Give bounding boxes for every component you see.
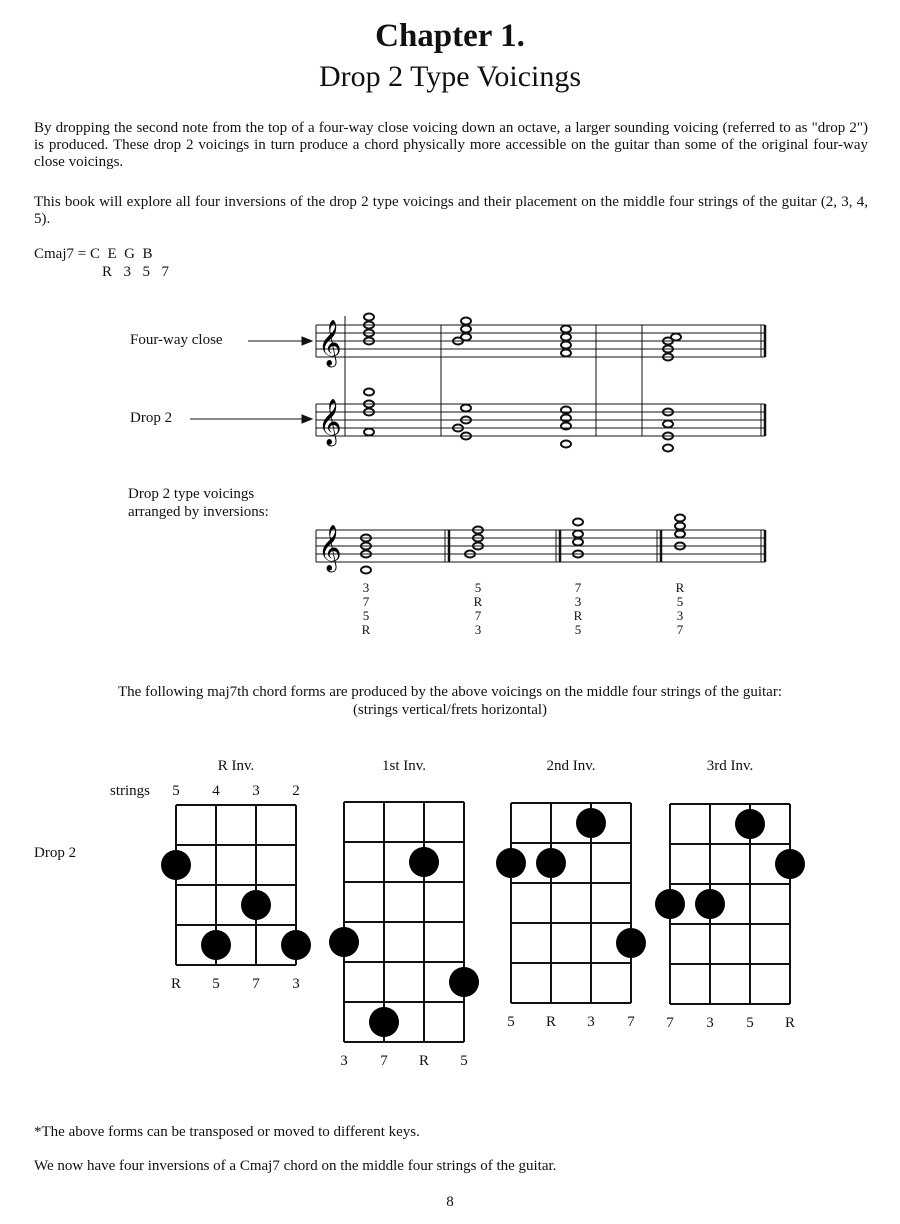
finger-dot: [775, 849, 805, 879]
chord-tone-label: 7: [627, 1014, 635, 1030]
diagram-title: 1st Inv.: [381, 758, 427, 774]
chord-tone-label: 3: [587, 1014, 595, 1030]
finger-dot: [576, 808, 606, 838]
chord-tone-label: 7: [666, 1015, 674, 1031]
label-inversions-line2: arranged by inversions:: [128, 504, 269, 520]
chord-tone-label: 3: [292, 976, 300, 992]
chord-tone-label: R: [784, 1015, 796, 1031]
chord-tone-label: R: [418, 1053, 430, 1069]
chapter-heading: Chapter 1.: [375, 18, 525, 54]
inversion-degree: 5: [362, 608, 370, 623]
chord-tone-label: 3: [340, 1053, 348, 1069]
finger-dot: [655, 889, 685, 919]
chord-tone-label: 5: [212, 976, 220, 992]
inversion-degree: 3: [676, 608, 684, 623]
finger-dot: [161, 850, 191, 880]
inversion-degree: 7: [362, 594, 370, 609]
finger-dot: [449, 967, 479, 997]
diagram-title: R Inv.: [217, 758, 255, 774]
chord-diagram: [161, 758, 311, 992]
string-number: 3: [252, 783, 260, 799]
staff-drop2: [316, 316, 765, 436]
treble-clef-2: 𝄞: [318, 399, 342, 444]
notes-inversions: [361, 515, 685, 574]
finger-dot: [369, 1007, 399, 1037]
staff-close: [316, 325, 765, 357]
arrow-drop2: [190, 415, 312, 423]
finger-dot: [695, 889, 725, 919]
inversion-degree-columns: [362, 580, 685, 637]
inversion-degree: R: [361, 622, 371, 637]
string-number: 5: [172, 783, 180, 799]
diagram-row-label: Drop 2: [34, 845, 77, 861]
staff-inversions: [316, 530, 765, 562]
chord-diagram: [329, 758, 479, 1069]
chord-tone-label: 7: [380, 1053, 388, 1069]
label-drop2: Drop 2: [130, 410, 173, 426]
label-inversions-line1: Drop 2 type voicings: [128, 486, 255, 502]
chord-diagram: [496, 758, 646, 1030]
closing-sentence: We now have four inversions of a Cmaj7 chord on the middle four strings of the guitar.: [34, 1158, 557, 1174]
inversion-degree: 7: [676, 622, 684, 637]
finger-dot: [735, 809, 765, 839]
page-title: Drop 2 Type Voicings: [318, 60, 582, 93]
finger-dot: [616, 928, 646, 958]
string-number: 2: [292, 783, 300, 799]
finger-dot: [536, 848, 566, 878]
chord-diagram: [655, 758, 805, 1031]
treble-clef-3: 𝄞: [318, 525, 342, 570]
inversion-degree: 3: [362, 580, 370, 595]
finger-dot: [241, 890, 271, 920]
intro-paragraph: By dropping the second note from the top of a four-way close voicing down an octave, a larger sounding voicing (referred to as "drop 2") is produced. These drop 2 voicings in turn produce a chord physically more accessible on the guitar than some of the original four-way close voicings.: [34, 120, 868, 170]
inversion-degree: R: [573, 608, 583, 623]
chord-tone-label: R: [170, 976, 182, 992]
inversion-degree: R: [473, 594, 483, 609]
inversion-degree: 3: [474, 622, 482, 637]
forms-intro-line2: (strings vertical/frets horizontal): [352, 702, 548, 718]
chord-tone-label: 3: [706, 1015, 714, 1031]
strings-label: strings: [110, 783, 151, 799]
finger-dot: [409, 847, 439, 877]
inversion-degree: 5: [474, 580, 482, 595]
finger-dot: [201, 930, 231, 960]
inversion-degree: 3: [574, 594, 582, 609]
chord-tone-label: R: [545, 1014, 557, 1030]
finger-dot: [281, 930, 311, 960]
page-number: 8: [446, 1194, 454, 1210]
scope-paragraph: This book will explore all four inversions of the drop 2 type voicings and their placement on the middle four strings of the guitar (2, 3, 4, 5).: [34, 194, 868, 227]
notes-close: [364, 314, 681, 361]
forms-intro-line1: The following maj7th chord forms are produced by the above voicings on the middle four strings of the guitar:: [117, 684, 782, 700]
finger-dot: [329, 927, 359, 957]
diagram-title: 2nd Inv.: [546, 758, 596, 774]
footnote: *The above forms can be transposed or moved to different keys.: [34, 1124, 420, 1140]
treble-clef-1: 𝄞: [318, 320, 342, 365]
chord-tone-label: 5: [460, 1053, 468, 1069]
chord-tone-label: 5: [746, 1015, 754, 1031]
label-four-way-close: Four-way close: [130, 332, 223, 348]
chord-formula-notes: Cmaj7 = C E G B: [34, 246, 153, 262]
inversion-degree: 7: [574, 580, 582, 595]
chord-tone-label: 7: [252, 976, 260, 992]
chord-formula-degrees: R 3 5 7: [102, 264, 170, 280]
inversion-degree: 7: [474, 608, 482, 623]
inversion-degree: 5: [574, 622, 582, 637]
inversion-degree: R: [675, 580, 685, 595]
chord-diagrams: [0, 740, 900, 1080]
arrow-close: [248, 337, 312, 345]
diagram-title: 3rd Inv.: [706, 758, 754, 774]
chord-tone-label: 5: [507, 1014, 515, 1030]
string-number: 4: [212, 783, 220, 799]
finger-dot: [496, 848, 526, 878]
inversion-degree: 5: [676, 594, 684, 609]
